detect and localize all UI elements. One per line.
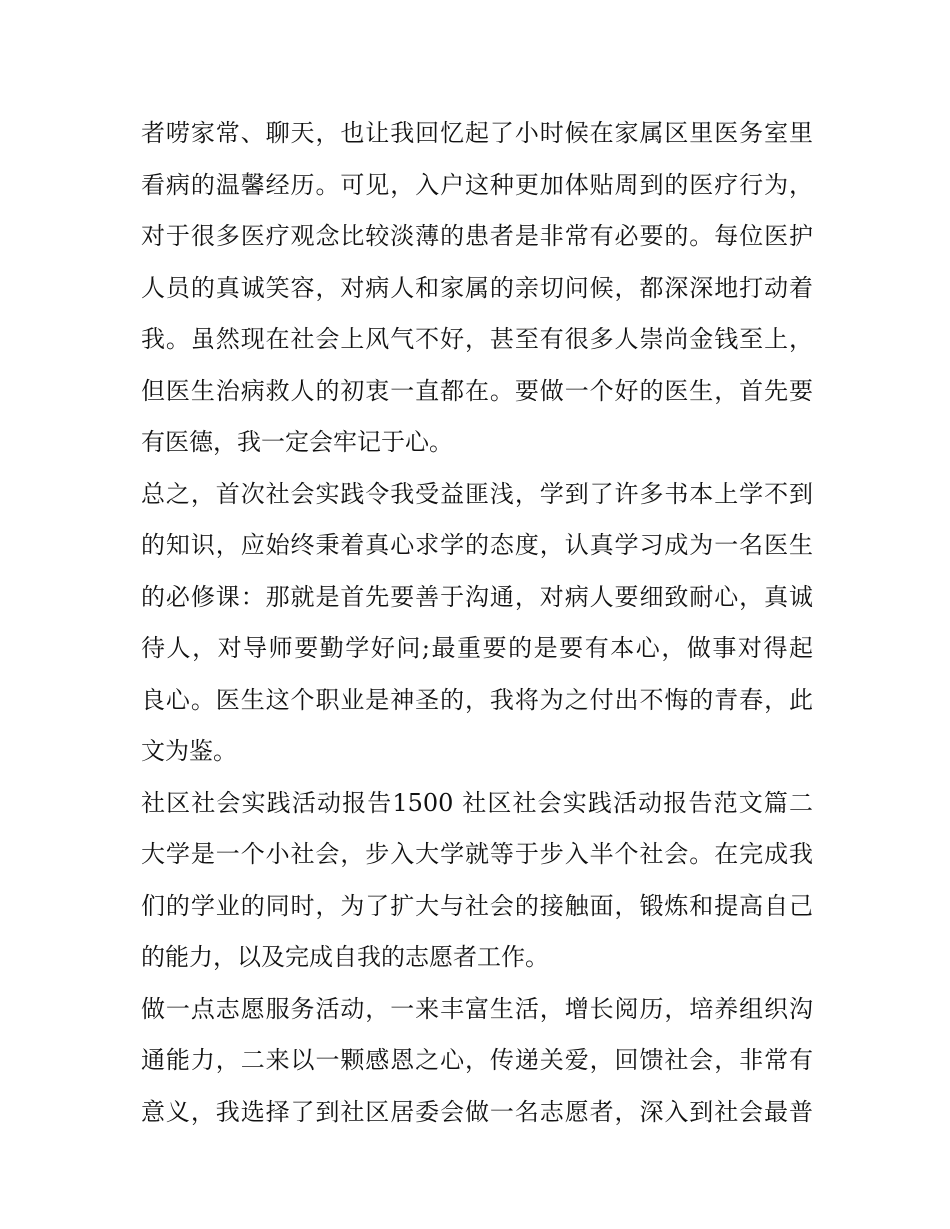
- text-line: 们的学业的同时，为了扩大与社会的接触面，锻炼和提高自己: [141, 891, 813, 920]
- section-heading-line: 社区社会实践活动报告1500 社区社会实践活动报告范文篇二: [141, 788, 813, 817]
- text-line: 意义，我选择了到社区居委会做一名志愿者，深入到社会最普: [141, 1097, 813, 1126]
- document-body: [141, 108, 813, 1138]
- text-line: 对于很多医疗观念比较淡薄的患者是非常有必要的。每位医护: [141, 222, 813, 250]
- text-line: 文为鉴。: [141, 737, 237, 765]
- text-line: 做一点志愿服务活动，一来丰富生活，增长阅历，培养组织沟: [141, 994, 813, 1023]
- text-line: 的必修课：那就是首先要善于沟通，对病人要细致耐心，真诚: [141, 582, 813, 611]
- text-line: 者唠家常、聊天，也让我回忆起了小时候在家属区里医务室里: [141, 119, 813, 147]
- text-line: 的知识，应始终秉着真心求学的态度，认真学习成为一名医生: [141, 531, 813, 559]
- text-line: 总之，首次社会实践令我受益匪浅，学到了许多书本上学不到: [141, 479, 813, 508]
- text-line: 的能力，以及完成自我的志愿者工作。: [141, 943, 549, 971]
- text-line: 有医德，我一定会牢记于心。: [141, 428, 453, 456]
- text-line: 良心。医生这个职业是神圣的，我将为之付出不悔的青春，此: [141, 685, 813, 714]
- text-line: 大学是一个小社会，步入大学就等于步入半个社会。在完成我: [141, 840, 813, 868]
- text-line: 我。虽然现在社会上风气不好，甚至有很多人崇尚金钱至上，: [141, 325, 813, 353]
- text-line: 人员的真诚笑容，对病人和家属的亲切问候，都深深地打动着: [141, 273, 813, 302]
- text-line: 通能力，二来以一颗感恩之心，传递关爱，回馈社会，非常有: [141, 1046, 813, 1074]
- text-line: 待人，对导师要勤学好问;最重要的是要有本心，做事对得起: [141, 634, 813, 662]
- text-line: 看病的温馨经历。可见，入户这种更加体贴周到的医疗行为，: [141, 170, 813, 199]
- text-line: 但医生治病救人的初衷一直都在。要做一个好的医生，首先要: [141, 376, 813, 405]
